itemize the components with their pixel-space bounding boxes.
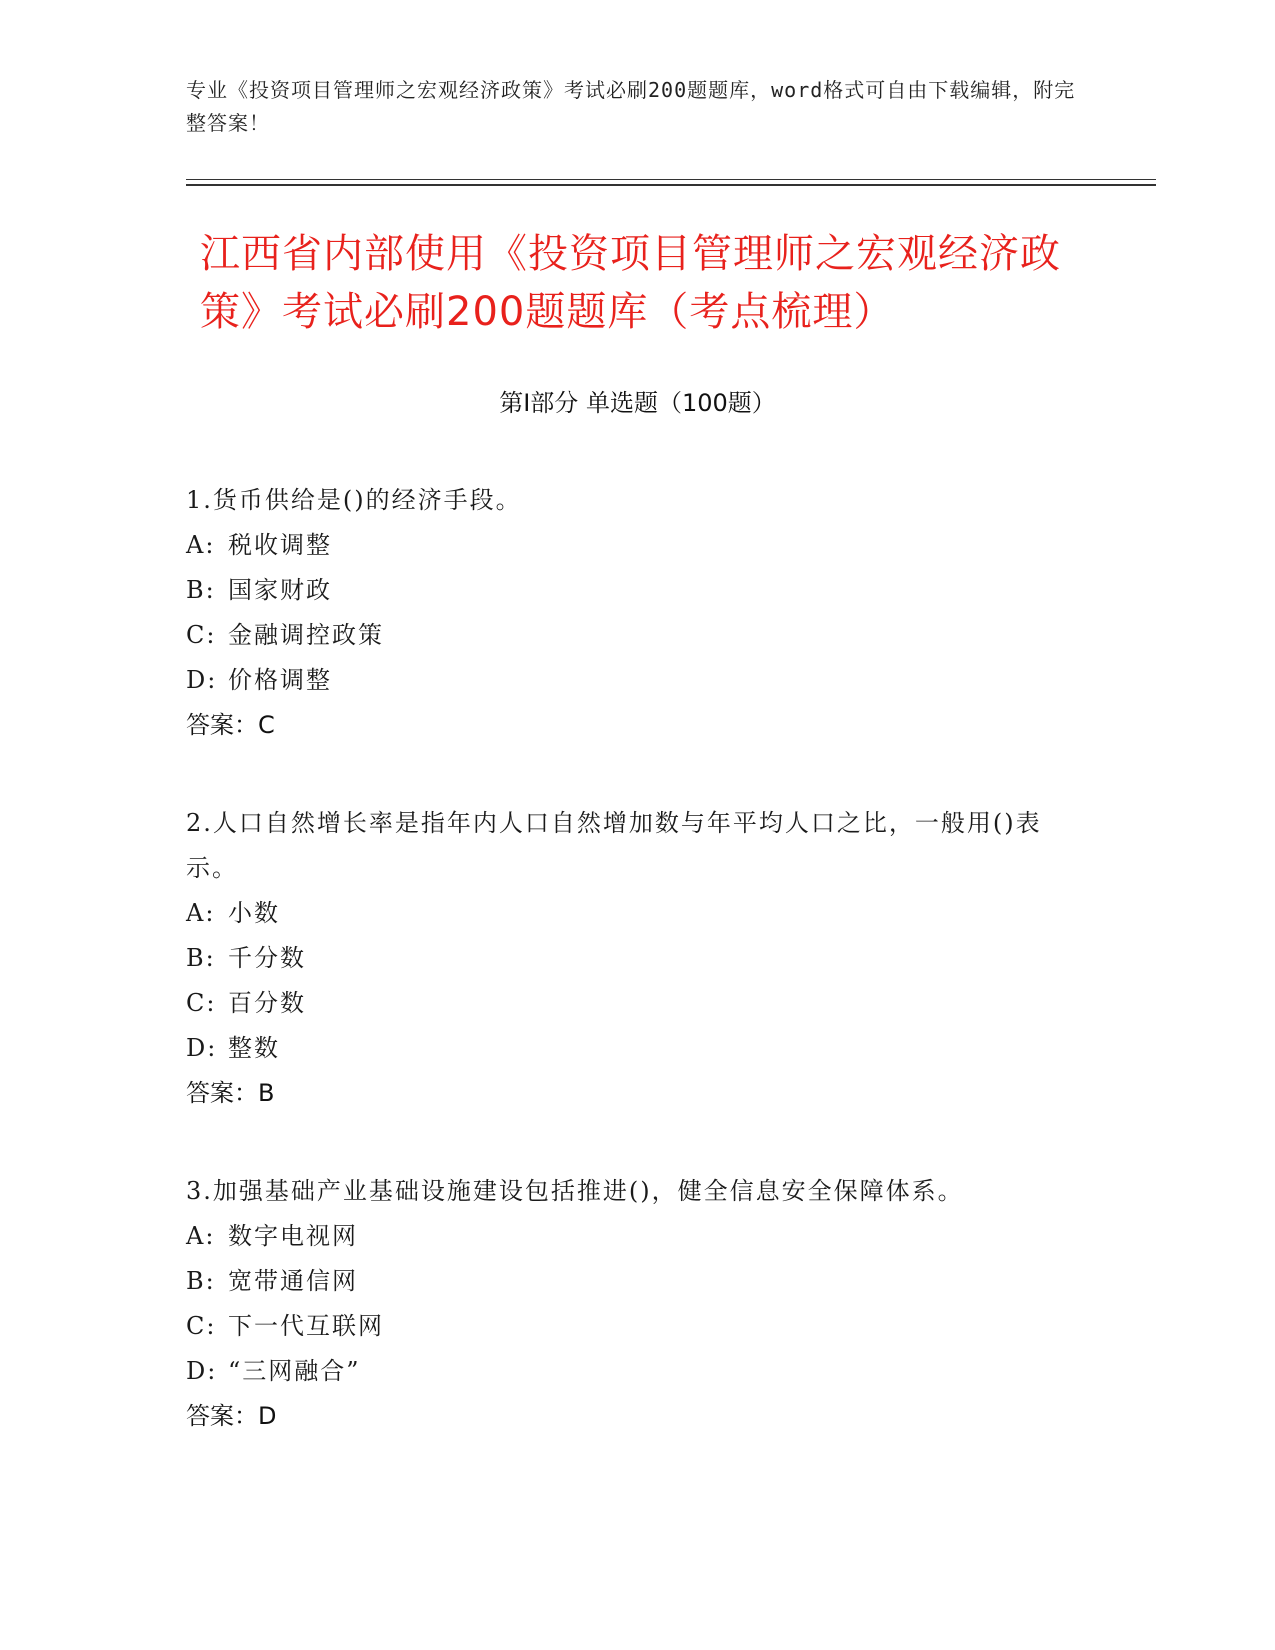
option-letter: D: xyxy=(186,1034,218,1062)
answer-line: 答案：D xyxy=(186,1402,277,1430)
section-title: 第Ⅰ部分 单选题（100题） xyxy=(499,389,776,417)
header-note: 专业《投资项目管理师之宏观经济政策》考试必刷200题题库，word格式可自由下载编辑，附完整答案！ xyxy=(186,78,1076,135)
question-item xyxy=(186,1169,1066,1439)
option-a xyxy=(186,523,1066,568)
option-d xyxy=(186,1026,1066,1071)
option-a xyxy=(186,891,1066,936)
option-text: 数字电视网 xyxy=(228,1222,358,1250)
option-letter: A: xyxy=(186,531,216,559)
question-item xyxy=(186,801,1066,1116)
option-b xyxy=(186,568,1066,613)
option-text: 下一代互联网 xyxy=(228,1312,384,1340)
option-c xyxy=(186,1304,1066,1349)
question-stem: 2.人口自然增长率是指年内人口自然增加数与年平均人口之比，一般用()表示。 xyxy=(186,809,1042,882)
option-letter: D: xyxy=(186,666,218,694)
option-b xyxy=(186,936,1066,981)
question-stem: 3.加强基础产业基础设施建设包括推进()，健全信息安全保障体系。 xyxy=(186,1177,964,1205)
option-c xyxy=(186,613,1066,658)
option-text: 千分数 xyxy=(228,944,306,972)
document-title: 江西省内部使用《投资项目管理师之宏观经济政策》考试必刷200题题库（考点梳理） xyxy=(200,231,1061,335)
option-d xyxy=(186,1349,1066,1394)
option-a xyxy=(186,1214,1066,1259)
option-letter: A: xyxy=(186,899,216,927)
header-rule-thin xyxy=(186,179,1156,180)
option-letter: D: xyxy=(186,1357,218,1385)
option-text: 百分数 xyxy=(228,989,306,1017)
option-c xyxy=(186,981,1066,1026)
option-d xyxy=(186,658,1066,703)
question-list xyxy=(186,478,1066,1492)
option-text: 宽带通信网 xyxy=(228,1267,358,1295)
question-stem: 1.货币供给是()的经济手段。 xyxy=(186,486,522,514)
option-letter: B: xyxy=(186,1267,216,1295)
option-text: 国家财政 xyxy=(228,576,332,604)
answer-line: 答案：C xyxy=(186,711,275,739)
option-text: 小数 xyxy=(228,899,280,927)
option-letter: C: xyxy=(186,989,217,1017)
option-letter: B: xyxy=(186,944,216,972)
option-letter: C: xyxy=(186,1312,217,1340)
option-letter: B: xyxy=(186,576,216,604)
option-text: “三网融合” xyxy=(228,1357,361,1385)
answer-line: 答案：B xyxy=(186,1079,275,1107)
option-text: 整数 xyxy=(228,1034,280,1062)
option-text: 金融调控政策 xyxy=(228,621,384,649)
option-b xyxy=(186,1259,1066,1304)
option-letter: A: xyxy=(186,1222,216,1250)
option-letter: C: xyxy=(186,621,217,649)
option-text: 税收调整 xyxy=(228,531,332,559)
header-rule-thick xyxy=(186,184,1156,186)
option-text: 价格调整 xyxy=(228,666,332,694)
question-item xyxy=(186,478,1066,748)
